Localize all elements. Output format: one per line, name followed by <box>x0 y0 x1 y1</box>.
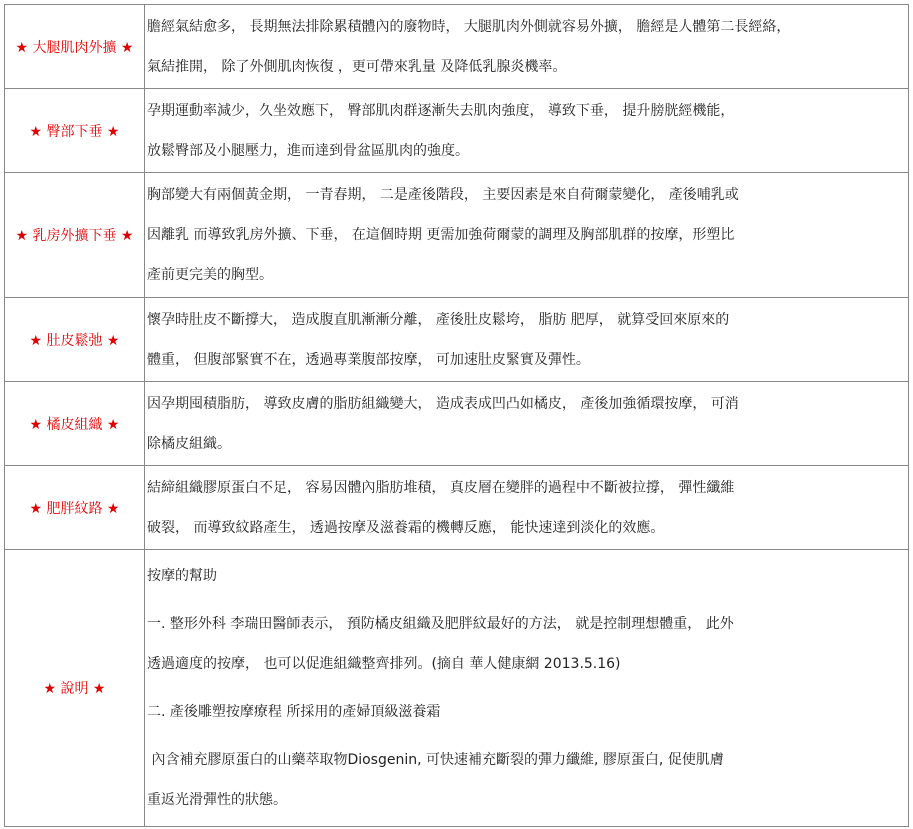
note-content <box>145 550 909 827</box>
description-line: 懷孕時肚皮不斷撐大， 造成腹直肌漸漸分離， 產後肚皮鬆垮， 脂肪 肥厚， 就算受回來原來的 <box>147 311 730 328</box>
spacer <box>147 596 908 604</box>
table-row <box>5 173 909 298</box>
table-row <box>5 382 909 466</box>
row-label: ★ 臀部下垂 ★ <box>5 89 145 173</box>
description-line: 孕期運動率減少，久坐效應下， 臀部肌肉群逐漸失去肌肉強度， 導致下垂， 提升膀胱經機能， <box>147 102 735 119</box>
description-line: 因離乳 而導致乳房外擴、下垂， 在這個時期 更需加強荷爾蒙的調理及胸部肌群的按摩，形塑比 <box>147 227 735 243</box>
description-line: 產前更完美的胸型。 <box>147 267 273 283</box>
note-paragraph-2-title: 二. 產後雕塑按摩療程 所採用的產婦頂級滋養霜 <box>147 704 441 720</box>
table-row <box>5 89 909 173</box>
note-paragraph-1-line: 一. 整形外科 李瑞田醫師表示， 預防橘皮組織及肥胖紋最好的方法， 就是控制理想體重， 此外 <box>147 616 734 632</box>
table-row <box>5 466 909 550</box>
description-line: 結締組織膠原蛋白不足， 容易因體內脂肪堆積， 真皮層在變胖的過程中不斷被拉撐， 彈性纖維 <box>147 479 735 496</box>
note-paragraph-2-line: 內含補充膠原蛋白的山藥萃取物Diosgenin, 可快速補充斷裂的彈力纖維, 膠原蛋白, 促使肌膚 <box>147 752 724 768</box>
row-label: ★ 肥胖紋路 ★ <box>5 466 145 550</box>
description-line: 因孕期囤積脂肪， 導致皮膚的脂肪組織變大， 造成表成凹凸如橘皮， 產後加強循環按摩， 可消 <box>147 395 739 412</box>
description-line: 放鬆臀部及小腿壓力，進而達到骨盆區肌肉的強度。 <box>147 142 469 159</box>
benefits-table <box>4 4 909 827</box>
table-row-note <box>5 550 909 827</box>
row-description <box>145 466 909 550</box>
description-line: 除橘皮組織。 <box>147 435 231 452</box>
row-label: ★ 乳房外擴下垂 ★ <box>5 173 145 298</box>
row-label: ★ 大腿肌肉外擴 ★ <box>5 5 145 89</box>
spacer <box>147 684 908 692</box>
description-line: 胸部變大有兩個黃金期， 一青春期， 二是產後階段， 主要因素是來自荷爾蒙變化， 產後哺乳或 <box>147 187 739 203</box>
row-description <box>145 89 909 173</box>
description-line: 氣結推開， 除了外側肌肉恢復 ，更可帶來乳量 及降低乳腺炎機率。 <box>147 58 567 75</box>
table-row <box>5 298 909 382</box>
row-description <box>145 298 909 382</box>
description-line: 體重， 但腹部緊實不在，透過專業腹部按摩， 可加速肚皮緊實及彈性。 <box>147 351 590 368</box>
note-paragraph-2-line: 重返光滑彈性的狀態。 <box>147 792 287 808</box>
row-description <box>145 173 909 298</box>
table-row <box>5 5 909 89</box>
row-description <box>145 382 909 466</box>
description-line: 破裂， 而導致紋路產生， 透過按摩及滋養霜的機轉反應， 能快速達到淡化的效應。 <box>147 519 665 536</box>
row-label: ★ 橘皮組織 ★ <box>5 382 145 466</box>
description-line: 膽經氣結愈多， 長期無法排除累積體內的廢物時， 大腿肌肉外側就容易外擴， 膽經是人體第二長經絡， <box>147 18 791 35</box>
note-heading: 按摩的幫助 <box>147 568 217 584</box>
note-label: ★ 說明 ★ <box>5 550 145 827</box>
row-label: ★ 肚皮鬆弛 ★ <box>5 298 145 382</box>
spacer <box>147 732 908 740</box>
row-description <box>145 5 909 89</box>
note-paragraph-1-line: 透過適度的按摩， 也可以促進組織整齊排列。(摘自 華人健康網 2013.5.16) <box>147 656 621 672</box>
